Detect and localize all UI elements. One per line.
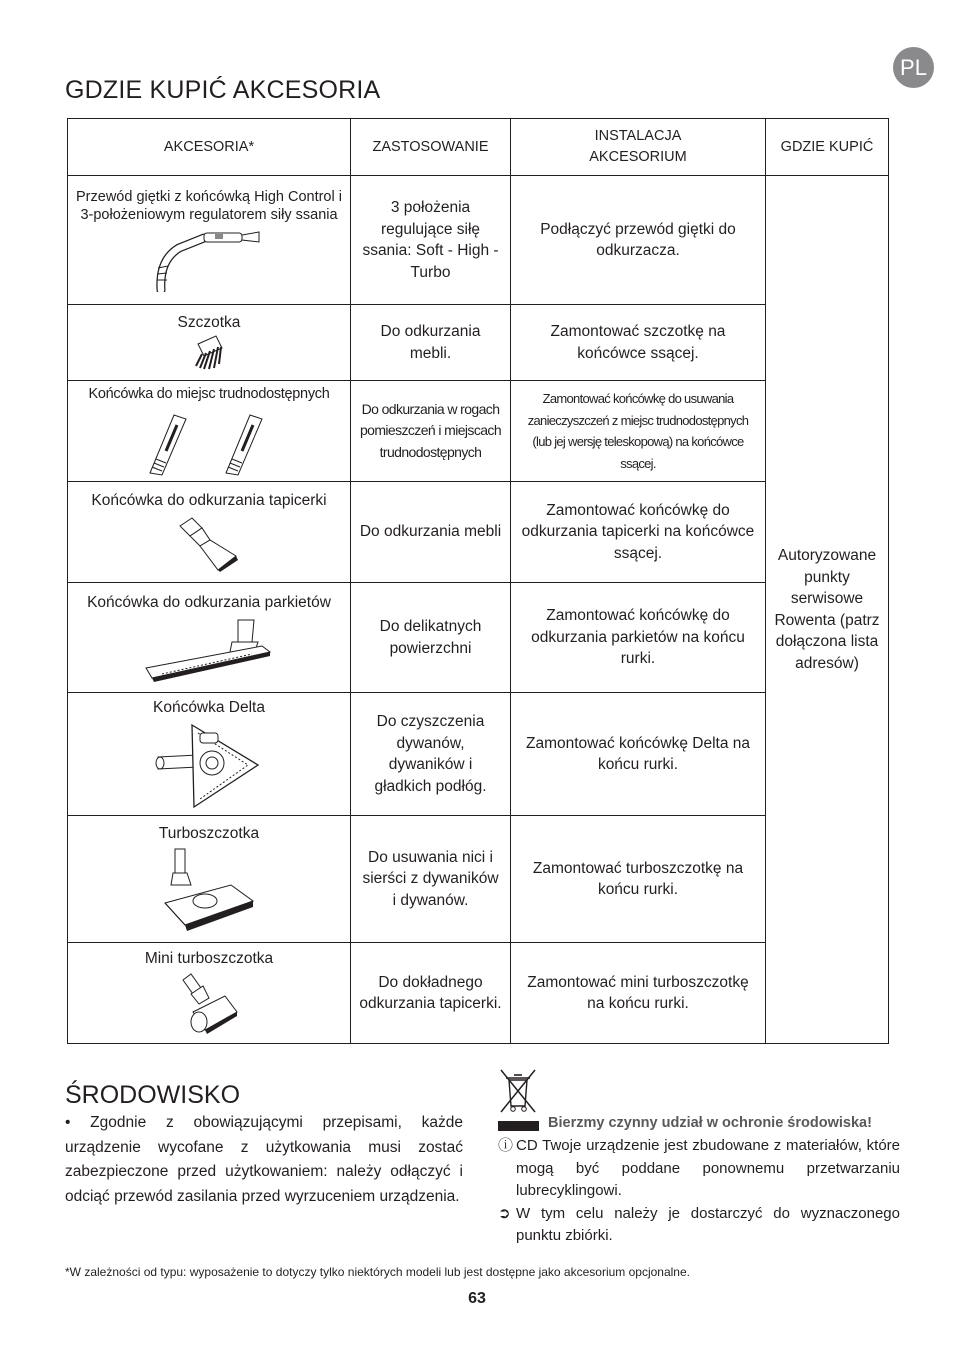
where-to-buy-cell: Autoryzowane punkty serwisowe Rowenta (patrz dołączona lista adresów) xyxy=(766,176,889,1044)
footnote: *W zależności od typu: wyposażenie to dotyczy tylko niektórych modeli lub jest dostępne jako akcesorium opcjonalne. xyxy=(65,1265,690,1279)
accessories-table xyxy=(67,118,889,1044)
accessory-name: Mini turboszczotka xyxy=(144,950,274,967)
accessory-cell xyxy=(68,816,351,943)
accessory-cell xyxy=(68,381,351,482)
mini-turbo-brush-icon xyxy=(177,972,241,1036)
crevice-tool-icon xyxy=(144,411,274,477)
usage-cell: Do odkurzania mebli. xyxy=(351,305,511,381)
usage-cell: 3 położenia regulujące siłę ssania: Soft - High - Turbo xyxy=(351,176,511,305)
bin-underline-bar xyxy=(498,1121,539,1131)
accessory-cell xyxy=(68,583,351,693)
install-cell: Zamontować końcówkę do odkurzania parkietów na końcu rurki. xyxy=(511,583,766,693)
install-cell: Zamontować turboszczotkę na końcu rurki. xyxy=(511,816,766,943)
accessory-name: Szczotka xyxy=(177,313,241,331)
install-cell: Zamontować szczotkę na końcówce ssącej. xyxy=(511,305,766,381)
parquet-nozzle-icon xyxy=(142,616,276,682)
usage-cell: Do dokładnego odkurzania tapicerki. xyxy=(351,943,511,1044)
accessory-cell xyxy=(68,943,351,1044)
table-row xyxy=(68,482,889,583)
page-number: 63 xyxy=(468,1290,486,1307)
usage-cell: Do delikatnych powierzchni xyxy=(351,583,511,693)
accessory-name: Końcówka do odkurzania tapicerki xyxy=(91,492,327,509)
table-row xyxy=(68,943,889,1044)
usage-cell: Do czyszczenia dywanów, dywaników i gładkich podłóg. xyxy=(351,693,511,816)
crossed-bin-icon xyxy=(497,1068,539,1114)
table-header-row xyxy=(68,119,889,176)
header-accessories: AKCESORIA* xyxy=(68,119,351,176)
install-cell: Zamontować końcówkę Delta na końcu rurki. xyxy=(511,693,766,816)
install-cell: Zamontować końcówkę do usuwania zanieczyszczeń z miejsc trudnodostępnych (lub jej wersję teleskopową) na końcówce ssącej. xyxy=(511,381,766,482)
arrow-text: W tym celu należy je dostarczyć do wyznaczonego punktu zbiórki. xyxy=(516,1204,900,1244)
accessory-name: Końcówka do miejsc trudnodostępnych xyxy=(88,386,330,402)
turbo-brush-icon xyxy=(161,845,257,933)
usage-cell: Do odkurzania mebli xyxy=(351,482,511,583)
info-text: CD Twoje urządzenie jest zbudowane z materiałów, które mogą być poddane ponownemu przetwarzaniu lubrecyklingowi. xyxy=(516,1137,900,1199)
language-badge: PL xyxy=(893,47,934,88)
arrow-paragraph xyxy=(498,1203,900,1248)
section-title: GDZIE KUPIĆ AKCESORIA xyxy=(65,76,381,104)
table-row xyxy=(68,816,889,943)
accessory-cell xyxy=(68,305,351,381)
header-usage: ZASTOSOWANIE xyxy=(351,119,511,176)
accessory-name: Turboszczotka xyxy=(158,825,260,842)
table-row xyxy=(68,381,889,482)
delta-nozzle-icon xyxy=(154,719,264,809)
environment-text: • Zgodnie z obowiązującymi przepisami, każde urządzenie wycofane z użytkowania musi zostać zabezpieczone przed użytkowaniem: należy odłączyć i odciąć przewód zasilania przed wyrzuceniem urządzenia. xyxy=(65,1114,463,1205)
install-cell: Zamontować mini turboszczotkę na końcu rurki. xyxy=(511,943,766,1044)
usage-cell: Do usuwania nici i sierści z dywaników i dywanów. xyxy=(351,816,511,943)
upholstery-nozzle-icon xyxy=(174,514,244,572)
accessory-name: Końcówka Delta xyxy=(152,699,265,716)
table-row xyxy=(68,176,889,305)
usage-cell: Do odkurzania w rogach pomieszczeń i miejscach trudnodostępnych xyxy=(351,381,511,482)
accessory-cell xyxy=(68,482,351,583)
arrow-icon: ➲ xyxy=(498,1204,511,1222)
brush-icon xyxy=(192,334,226,372)
table-row xyxy=(68,305,889,381)
environment-title: ŚRODOWISKO xyxy=(65,1081,241,1109)
header-installation: INSTALACJA AKCESORIUM xyxy=(511,119,766,176)
table-row xyxy=(68,583,889,693)
info-icon: ⓘ xyxy=(498,1137,514,1154)
accessory-name: Przewód giętki z końcówką High Control i 3-położeniowym regulatorem siły ssania xyxy=(76,189,342,223)
install-cell: Podłączyć przewód giętki do odkurzacza. xyxy=(511,176,766,305)
accessory-cell xyxy=(68,176,351,305)
hose-icon xyxy=(149,230,269,292)
info-paragraph xyxy=(498,1135,900,1203)
accessory-cell xyxy=(68,693,351,816)
accessory-name: Końcówka do odkurzania parkietów xyxy=(87,593,331,611)
environment-info xyxy=(498,1135,900,1248)
header-where-to-buy: GDZIE KUPIĆ xyxy=(766,119,889,176)
table-row xyxy=(68,693,889,816)
environment-slogan: Bierzmy czynny udział w ochronie środowiska! xyxy=(548,1115,872,1131)
install-cell: Zamontować końcówkę do odkurzania tapicerki na końcówce ssącej. xyxy=(511,482,766,583)
